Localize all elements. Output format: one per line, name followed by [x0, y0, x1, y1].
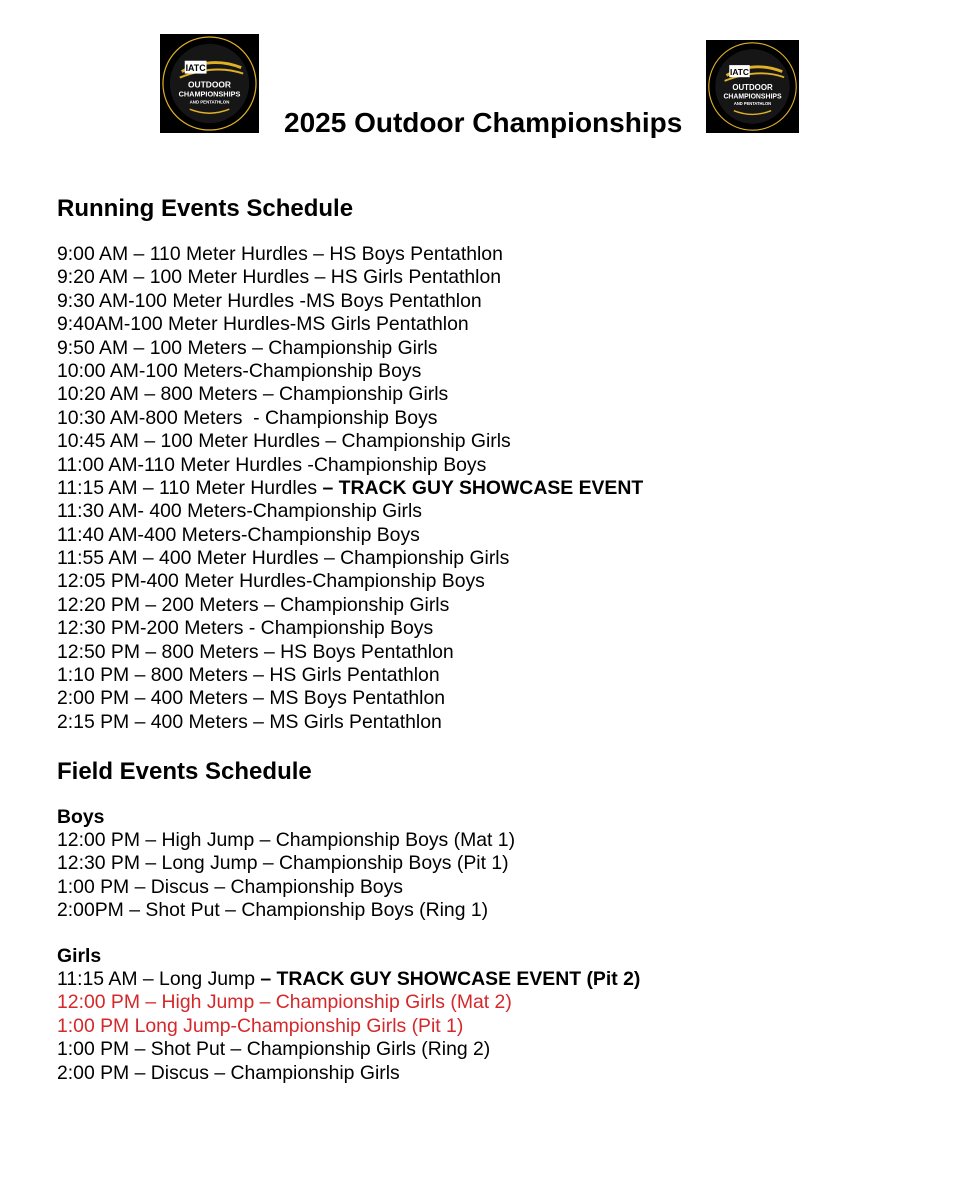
page-title: 2025 Outdoor Championships [284, 107, 683, 138]
schedule-line-text: 9:40AM-100 Meter Hurdles-MS Girls Pentathlon [57, 313, 469, 336]
schedule-line-text: 11:30 AM- 400 Meters-Championship Girls [57, 500, 422, 523]
schedule-line-text: 9:50 AM – 100 Meters – Championship Girls [57, 336, 438, 359]
schedule-line-text: 2:15 PM – 400 Meters – MS Girls Pentathlon [57, 710, 442, 733]
schedule-line-text: 9:30 AM-100 Meter Hurdles -MS Boys Pentathlon [57, 289, 482, 312]
logo-line1: OUTDOOR [732, 83, 773, 93]
schedule-line [57, 991, 640, 1014]
schedule-line [57, 547, 643, 570]
schedule-line [57, 641, 643, 664]
schedule-line [57, 1062, 640, 1085]
showcase-label: – TRACK GUY SHOWCASE EVENT (Pit 2) [260, 968, 641, 990]
schedule-line-text: 12:00 PM – High Jump – Championship Girls (Mat 2) [57, 991, 512, 1014]
schedule-line-text: 10:00 AM-100 Meters-Championship Boys [57, 359, 422, 382]
showcase-label: – TRACK GUY SHOWCASE EVENT [322, 476, 644, 499]
schedule-line [57, 243, 643, 266]
schedule-line-text: 2:00PM – Shot Put – Championship Boys (Ring 1) [57, 899, 489, 922]
girls-subheading: Girls [57, 945, 102, 967]
logo-badge-text: IATC [185, 63, 206, 74]
schedule-line [57, 477, 643, 500]
schedule-line-text: 1:00 PM Long Jump-Championship Girls (Pit 1) [57, 1014, 464, 1037]
girls-field-events-list [57, 968, 640, 1085]
schedule-line [57, 968, 640, 991]
iatc-logo-graphic [706, 40, 799, 133]
schedule-line-text: 12:05 PM-400 Meter Hurdles-Championship Boys [57, 570, 485, 593]
schedule-line [57, 1038, 640, 1061]
schedule-line-text: 1:10 PM – 800 Meters – HS Girls Pentathlon [57, 664, 440, 687]
schedule-line-text: 11:15 AM – 110 Meter Hurdles [57, 476, 323, 499]
schedule-line [57, 383, 643, 406]
schedule-line-text: 1:00 PM – Shot Put – Championship Girls (Ring 2) [57, 1038, 491, 1061]
schedule-line-text: 11:15 AM – Long Jump [57, 968, 261, 990]
schedule-line [57, 829, 515, 852]
schedule-line [57, 852, 515, 875]
logo-badge-text: IATC [730, 66, 749, 77]
schedule-line [57, 664, 643, 687]
boys-field-events-list [57, 829, 515, 923]
schedule-line [57, 266, 643, 289]
schedule-line-text: 12:00 PM – High Jump – Championship Boys (Mat 1) [57, 829, 516, 851]
schedule-line-text: 12:20 PM – 200 Meters – Championship Girls [57, 593, 450, 616]
iatc-logo-right [706, 40, 799, 133]
schedule-line [57, 1015, 640, 1038]
schedule-line [57, 337, 643, 360]
logo-line3: AND PENTATHLON [733, 101, 772, 107]
boys-subheading: Boys [57, 806, 105, 828]
schedule-line-text: 12:50 PM – 800 Meters – HS Boys Pentathlon [57, 640, 454, 663]
running-events-heading: Running Events Schedule [57, 195, 354, 222]
schedule-line [57, 313, 643, 336]
iatc-logo-left [160, 34, 259, 133]
field-events-heading: Field Events Schedule [57, 758, 312, 785]
schedule-line-text: 9:20 AM – 100 Meter Hurdles – HS Girls Pentathlon [57, 266, 502, 289]
schedule-line-text: 11:40 AM-400 Meters-Championship Boys [57, 523, 420, 546]
schedule-line-text: 11:55 AM – 400 Meter Hurdles – Championship Girls [57, 547, 510, 570]
schedule-line [57, 430, 643, 453]
schedule-line [57, 617, 643, 640]
logo-line3: AND PENTATHLON [189, 99, 230, 105]
logo-line2: CHAMPIONSHIPS [178, 89, 241, 99]
schedule-line-text: 11:00 AM-110 Meter Hurdles -Championship Boys [57, 453, 487, 476]
iatc-logo-graphic [160, 34, 259, 133]
schedule-line [57, 876, 515, 899]
schedule-line [57, 524, 643, 547]
schedule-line-text: 12:30 PM – Long Jump – Championship Boys (Pit 1) [57, 852, 509, 875]
schedule-line [57, 899, 515, 922]
schedule-line [57, 500, 643, 523]
schedule-line [57, 454, 643, 477]
logo-line2: CHAMPIONSHIPS [723, 93, 782, 101]
schedule-line-text: 10:20 AM – 800 Meters – Championship Girls [57, 383, 449, 406]
schedule-line [57, 594, 643, 617]
schedule-line [57, 687, 643, 710]
schedule-line-text: 2:00 PM – 400 Meters – MS Boys Pentathlon [57, 687, 446, 710]
schedule-line-text: 10:30 AM-800 Meters - Championship Boys [57, 406, 438, 429]
schedule-line-text: 1:00 PM – Discus – Championship Boys [57, 875, 403, 898]
running-events-list [57, 243, 643, 734]
schedule-line-text: 9:00 AM – 110 Meter Hurdles – HS Boys Pentathlon [57, 243, 503, 265]
schedule-line [57, 570, 643, 593]
schedule-line [57, 711, 643, 734]
schedule-line [57, 360, 643, 383]
schedule-line-text: 10:45 AM – 100 Meter Hurdles – Championship Girls [57, 430, 511, 453]
schedule-line-text: 12:30 PM-200 Meters - Championship Boys [57, 617, 434, 640]
logo-line1: OUTDOOR [188, 79, 231, 90]
schedule-line [57, 407, 643, 430]
schedule-line [57, 290, 643, 313]
schedule-line-text: 2:00 PM – Discus – Championship Girls [57, 1061, 400, 1084]
